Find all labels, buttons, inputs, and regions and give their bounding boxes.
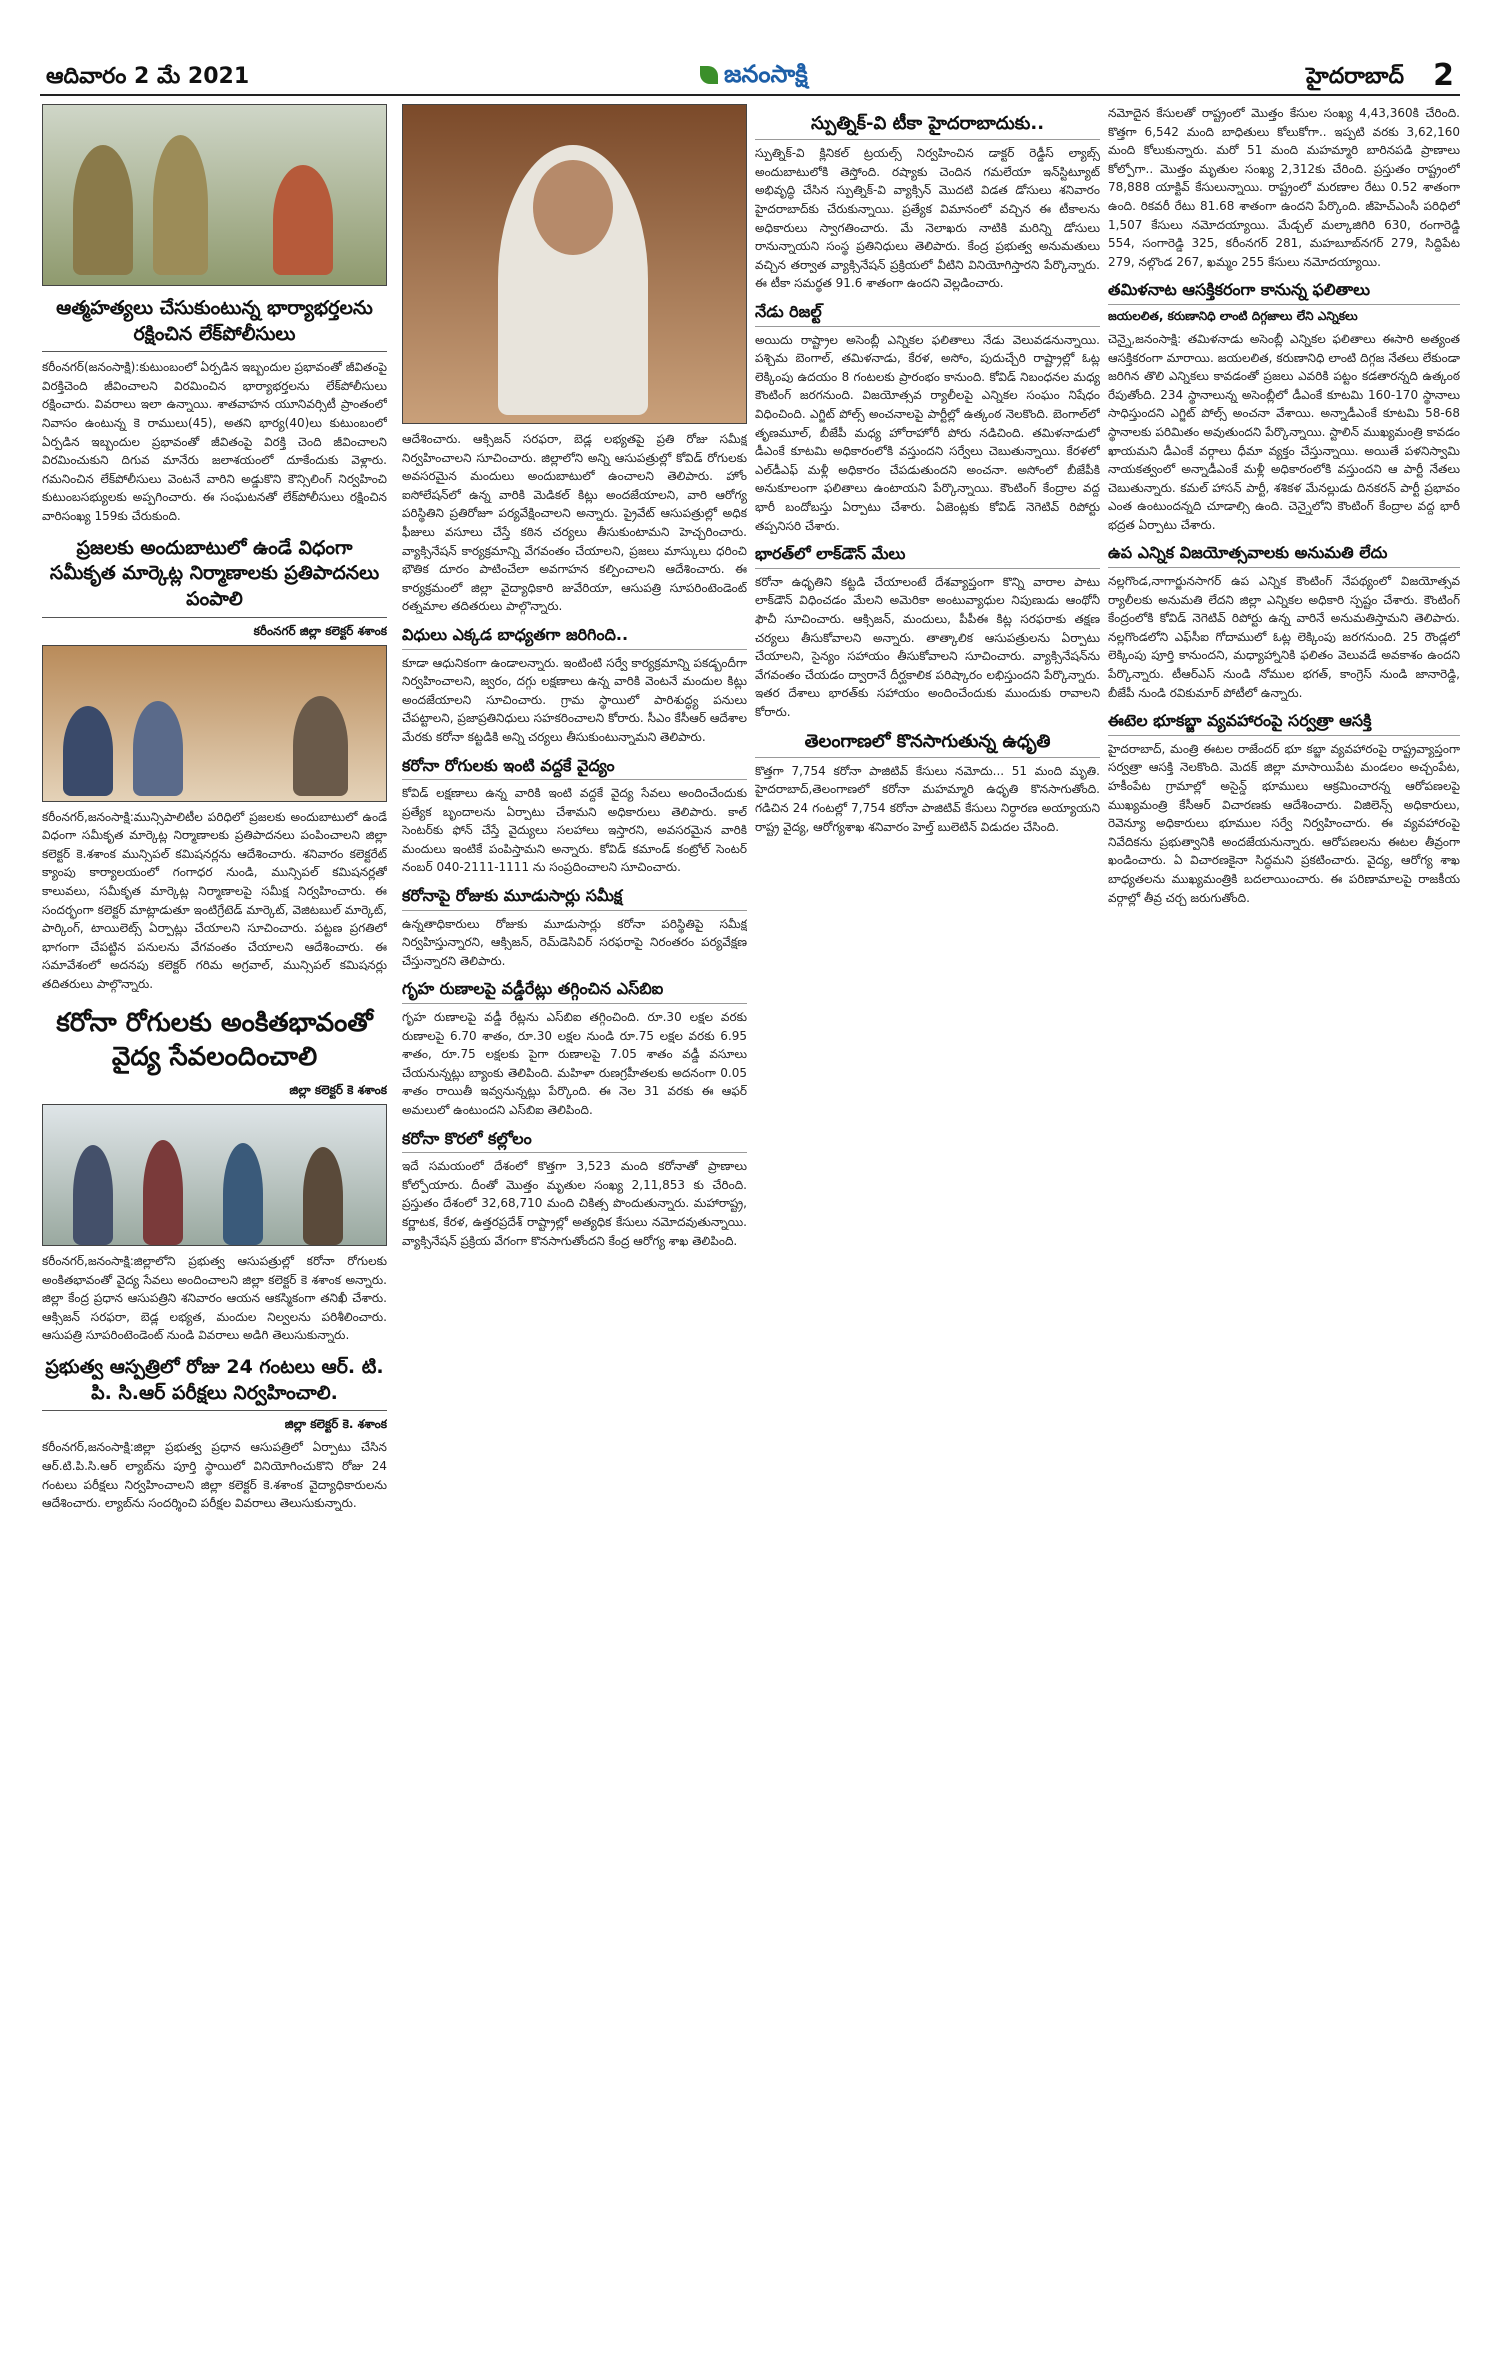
headline-sbi: గృహ రుణాలపై వడ్డీరేట్లు తగ్గించిన ఎస్‌బిఐ <box>402 978 747 1004</box>
masthead <box>40 60 1460 96</box>
hospital-visit-photo <box>42 1104 387 1246</box>
headline-rtpcr: ప్రభుత్వ ఆస్పత్రిలో రోజు 24 గంటలు ఆర్. టి. పి. సి.ఆర్ పరీక్షలు నిర్వహించాలి. <box>42 1355 387 1411</box>
article-body: కరోనా ఉధృతిని కట్టడి చేయాలంటే దేశవ్యాప్తంగా కొన్ని వారాల పాటు లాక్‌డౌన్ విధించడం మేలని అమెరికా అంటువ్యాధుల నిపుణుడు ఆంథోనీ ఫౌచీ సూచించారు. ఆక్సిజన్, మందులు, పీపీఈ కిట్ల సరఫరాకు తక్షణ చర్యలు తీసుకోవాలని అన్నారు. తాత్కాలిక ఆసుపత్రులను ఏర్పాటు చేయాలని, సైన్యం సహాయం తీసుకోవాలని సూచించారు. వ్యాక్సినేషన్‌ను వేగవంతం చేయడం ద్వారానే దీర్ఘకాలిక పరిష్కారం లభిస్తుందని పేర్కొన్నారు. ఇతర దేశాలు భారత్‌కు సహాయం అందించేందుకు ముందుకు రావాలని కోరారు. <box>755 574 1100 719</box>
leaf-icon <box>700 66 718 84</box>
logo-text: జనంసాక్షి <box>724 60 808 88</box>
headline-lockdown: భారత్‌లో లాక్‌డౌన్ మేలు <box>755 543 1100 569</box>
edition-city: హైదరాబాద్ <box>1306 64 1404 89</box>
headline-corona-deaths: కరోనా కొరలో కల్లోలం <box>402 1128 747 1154</box>
article-body: కోవిడ్ లక్షణాలు ఉన్న వారికి ఇంటి వద్దకే వైద్య సేవలు అందించేందుకు ప్రత్యేక బృందాలను ఏర్పాటు చేశామని అధికారులు తెలిపారు. కాల్ సెంటర్‌కు ఫోన్ చేస్తే వైద్యులు సలహాలు ఇస్తారని, అవసరమైన వారికి మందులు ఇంటికే పంపిస్తామని అన్నారు. కోవిడ్ కమాండ్ కంట్రోల్ సెంటర్ నంబర్ 040-2111-1111 ను సంప్రదించాలని సూచించారు. <box>402 786 747 875</box>
police-photo <box>42 104 387 286</box>
column-1 <box>42 104 387 2334</box>
issue-date: ఆదివారం 2 మే 2021 <box>46 64 250 89</box>
article-body: స్పుత్నిక్-వి క్లినికల్ ట్రయల్స్ నిర్వహించిన డాక్టర్ రెడ్డీస్ ల్యాబ్స్ అందుబాటులోకి తెస్తోంది. రష్యాకు చెందిన గమలేయా ఇన్‌స్టిట్యూట్ అభివృద్ధి చేసిన స్పుత్నిక్-వి వ్యాక్సిన్ మొదటి విడత డోసులు శనివారం హైదరాబాద్‌కు చేరుకున్నాయి. ప్రత్యేక విమానంలో వచ్చిన ఈ టీకాలను అధికారులు స్వాగతించారు. మే నెలాఖరు నాటికి మరిన్ని డోసులు రానున్నాయని సంస్థ ప్రతినిధులు తెలిపారు. కేంద్ర ప్రభుత్వ అనుమతులు వచ్చిన తర్వాత వ్యాక్సినేషన్ ప్రక్రియలో వీటిని వినియోగిస్తారని పేర్కొన్నారు. ఈ టీకా సమర్థత 91.6 శాతంగా ఉందని వెల్లడించారు. <box>755 146 1100 291</box>
article-body: హైదరాబాద్, మంత్రి ఈటల రాజేందర్ భూ కబ్జా వ్యవహారంపై రాష్ట్రవ్యాప్తంగా సర్వత్రా ఆసక్తి నెలకొంది. మెదక్ జిల్లా మాసాయిపేట మండలం అచ్చంపేట, హకీంపేట గ్రామాల్లో అసైన్డ్ భూములు ఆక్రమించారన్న ఆరోపణలపై ముఖ్యమంత్రి కేసీఆర్ విచారణకు ఆదేశించారు. విజిలెన్స్ అధికారులు, రెవెన్యూ అధికారులు భూముల సర్వే నిర్వహించారు. ఈ వ్యవహారంపై నివేదికను ప్రభుత్వానికి అందజేయనున్నారు. ఆరోపణలను ఈటల తీవ్రంగా ఖండించారు. ఏ విచారణకైనా సిద్ధమని ప్రకటించారు. వైద్య, ఆరోగ్య శాఖ బాధ్యతలను ముఖ్యమంత్రికి బదలాయించారు. ఈ పరిణామాలపై రాజకీయ వర్గాల్లో తీవ్ర చర్చ జరుగుతోంది. <box>1108 741 1460 905</box>
dateline: జిల్లా కలెక్టర్ కె శశాంక <box>289 1083 387 1098</box>
article-body: గృహ రుణాలపై వడ్డీ రేట్లను ఎస్‌బిఐ తగ్గించింది. రూ.30 లక్షల వరకు రుణాలపై 6.70 శాతం, రూ.30 లక్షల నుండి రూ.75 లక్షల వరకు 6.95 శాతం, రూ.75 లక్షలకు పైగా రుణాలపై 7.05 శాతం వడ్డీ వసూలు చేయనున్నట్లు బ్యాంకు తెలిపింది. మహిళా రుణగ్రహీతలకు అదనంగా 0.05 శాతం రాయితీ ఇవ్వనున్నట్లు పేర్కొంది. ఈ నెల 31 వరకు ఈ ఆఫర్ అమలులో ఉంటుందని ఎస్‌బిఐ తెలిపింది. <box>402 1010 747 1117</box>
page-number: 2 <box>1433 58 1454 93</box>
article-body: అయిదు రాష్ట్రాల అసెంబ్లీ ఎన్నికల ఫలితాలు నేడు వెలువడనున్నాయి. పశ్చిమ బెంగాల్, తమిళనాడు, కేరళ, అసోం, పుదుచ్చేరి రాష్ట్రాల్లో ఓట్ల లెక్కింపు ఉదయం 8 గంటలకు ప్రారంభం కానుంది. కోవిడ్ నిబంధనల మధ్య కౌంటింగ్ జరగనుంది. విజయోత్సవ ర్యాలీలపై ఎన్నికల సంఘం నిషేధం విధించింది. ఎగ్జిట్ పోల్స్ అంచనాలపై పార్టీల్లో ఉత్కంఠ నెలకొంది. బెంగాల్‌లో తృణమూల్, బీజేపీ మధ్య హోరాహోరీ పోరు నడిచింది. తమిళనాడులో డీఎంకే కూటమి అధికారంలోకి వస్తుందని సర్వేలు చెబుతున్నాయి. కేరళలో ఎల్‌డీఎఫ్ మళ్లీ అధికారం చేపడుతుందని అంచనా. అసోంలో బీజేపీకి అనుకూలంగా ఫలితాలు ఉంటాయని పేర్కొన్నాయి. కౌంటింగ్ కేంద్రాల వద్ద భారీ బందోబస్తు ఏర్పాటు చేశారు. ఏజెంట్లకు కోవిడ్ నెగెటివ్ రిపోర్టు తప్పనిసరి చేశారు. <box>755 332 1100 533</box>
headline-sputnik: స్పుత్నిక్-వి టీకా హైదరాబాదుకు.. <box>755 112 1100 140</box>
headline-results: నేడు రిజల్ట్ <box>755 301 1100 327</box>
article-body: కరీంనగర్,జనంసాక్షి:జిల్లాలోని ప్రభుత్వ ఆసుపత్రుల్లో కరోనా రోగులకు అంకితభావంతో వైద్య సేవలు అందించాలని జిల్లా కలెక్టర్ కె శశాంక అన్నారు. జిల్లా కేంద్ర ప్రధాన ఆసుపత్రిని శనివారం ఆయన ఆకస్మికంగా తనిఖీ చేశారు. ఆక్సిజన్ సరఫరా, బెడ్ల లభ్యత, మందుల నిల్వలను పరిశీలించారు. ఆసుపత్రి సూపరింటెండెంట్ నుండి వివరాలు అడిగి తెలుసుకున్నారు. <box>42 1254 387 1343</box>
headline-by-election: ఉప ఎన్నిక విజయోత్సవాలకు అనుమతి లేదు <box>1108 542 1460 568</box>
headline-markets: ప్రజలకు అందుబాటులో ఉండే విధంగా సమీకృత మార్కెట్ల నిర్మాణాలకు ప్రతిపాదనలు పంపాలి <box>42 536 387 618</box>
headline-telangana: తెలంగాణలో కొనసాగుతున్న ఉధృతి <box>755 730 1100 758</box>
column-2 <box>402 104 747 2334</box>
headline-duties: విధులు ఎక్కడ బాధ్యతగా జరిగింది.. <box>402 624 747 650</box>
headline-corona-care: కరోనా రోగులకు అంకితభావంతో వైద్య సేవలందించాలి <box>56 1008 373 1073</box>
article-body: ఆదేశించారు. ఆక్సిజన్ సరఫరా, బెడ్ల లభ్యతపై ప్రతి రోజు సమీక్ష నిర్వహించాలని సూచించారు. జిల్లాలోని అన్ని ఆసుపత్రుల్లో కోవిడ్ రోగులకు అవసరమైన మందులు అందుబాటులో ఉంచాలని తెలిపారు. హోం ఐసోలేషన్‌లో ఉన్న వారికి మెడికల్ కిట్లు అందజేయాలని, వారి ఆరోగ్య పరిస్థితిని ప్రతిరోజూ పర్యవేక్షించాలని అన్నారు. ప్రైవేట్ ఆసుపత్రుల్లో అధిక ఫీజులు వసూలు చేస్తే కఠిన చర్యలు తీసుకుంటామని హెచ్చరించారు. వ్యాక్సినేషన్ కార్యక్రమాన్ని వేగవంతం చేయాలని, ప్రజలు మాస్కులు ధరించి భౌతిక దూరం పాటించేలా అవగాహన కల్పించాలని ఆదేశించారు. ఈ కార్యక్రమంలో జిల్లా వైద్యాధికారి జువేరియా, ఆసుపత్రి సూపరింటెండెంట్ రత్నమాల తదితరులు పాల్గొన్నారు. <box>402 432 747 614</box>
column-3 <box>755 104 1100 2334</box>
article-body: కరీంనగర్,జనంసాక్షి:జిల్లా ప్రభుత్వ ప్రధాన ఆసుపత్రిలో ఏర్పాటు చేసిన ఆర్.టి.పి.సి.ఆర్ ల్యాబ్‌ను పూర్తి స్థాయిలో వినియోగించుకొని రోజు 24 గంటలు పరీక్షలు నిర్వహించాలని జిల్లా కలెక్టర్ కె.శశాంక వైద్యాధికారులను ఆదేశించారు. ల్యాబ్‌ను సందర్శించి పరీక్షల వివరాలు తెలుసుకున్నారు. <box>42 1440 387 1511</box>
headline-eatala: ఈటెల భూకబ్జా వ్యవహారంపై సర్వత్రా ఆసక్తి <box>1108 710 1460 736</box>
headline-tamilnadu: తమిళనాట ఆసక్తికరంగా కానున్న ఫలితాలు <box>1108 279 1460 305</box>
article-body: నమోదైన కేసులతో రాష్ట్రంలో మొత్తం కేసుల సంఖ్య 4,43,360కి చేరింది. కొత్తగా 6,542 మంది బాధితులు కోలుకోగా.. ఇప్పటి వరకు 3,62,160 మంది కోలుకున్నారు. మరో 51 మంది మహమ్మారి బారినపడి ప్రాణాలు కోల్పోగా.. మొత్తం మృతుల సంఖ్య 2,312కు చేరింది. ప్రస్తుతం రాష్ట్రంలో 78,888 యాక్టివ్ కేసులున్నాయి. రాష్ట్రంలో మరణాల రేటు 0.52 శాతంగా ఉంది. రికవరీ రేటు 81.68 శాతంగా ఉందని పేర్కొంది. జీహెచ్‌ఎంసీ పరిధిలో 1,507 కేసులు నమోదయ్యాయి. మేడ్చల్ మల్కాజిగిరి 630, రంగారెడ్డి 554, సంగారెడ్డి 325, కరీంనగర్ 281, మహబూబ్‌నగర్ 279, సిద్దిపేట 279, నల్గొండ 267, ఖమ్మం 255 కేసులు నమోదయ్యాయి. <box>1108 106 1460 269</box>
official-portrait-photo <box>402 104 747 424</box>
article-body: నల్లగొండ,నాగార్జునసాగర్ ఉప ఎన్నిక కౌంటింగ్ నేపథ్యంలో విజయోత్సవ ర్యాలీలకు అనుమతి లేదని జిల్లా ఎన్నికల అధికారి స్పష్టం చేశారు. కౌంటింగ్ కేంద్రంలోకి కోవిడ్ నెగెటివ్ రిపోర్టు ఉన్న వారినే అనుమతిస్తామని తెలిపారు. నల్లగొండలోని ఎఫ్‌సీఐ గోదాములో ఓట్ల లెక్కింపు జరగనుంది. 25 రౌండ్లలో లెక్కింపు పూర్తి కానుందని, మధ్యాహ్నానికి ఫలితం వెలువడే అవకాశం ఉందని పేర్కొన్నారు. టీఆర్ఎస్ నుండి నోముల భగత్, కాంగ్రెస్ నుండి జానారెడ్డి, బీజేపీ నుండి రవికుమార్ పోటీలో ఉన్నారు. <box>1108 574 1460 700</box>
headline-home-care: కరోనా రోగులకు ఇంటి వద్దకే వైద్యం <box>402 755 747 781</box>
article-body: కరీంనగర్,జనంసాక్షి:మున్సిపాలిటీల పరిధిలో ప్రజలకు అందుబాటులో ఉండే విధంగా సమీకృత మార్కెట్ల నిర్మాణాలకు ప్రతిపాదనలు పంపించాలని జిల్లా కలెక్టర్ కె.శశాంక మున్సిపల్ కమిషనర్లను ఆదేశించారు. శనివారం కలెక్టరేట్ క్యాంపు కార్యాలయంలో గంగాధర నుండి, మున్సిపల్ కమిషనర్లతో కాలువలు, సమీకృత మార్కెట్ల నిర్మాణాలపై సమీక్ష నిర్వహించారు. ఈ సందర్భంగా కలెక్టర్ మాట్లాడుతూ ఇంటిగ్రేటెడ్ మార్కెట్, వెజిటబుల్ మార్కెట్, పార్కింగ్, టాయిలెట్స్ ఏర్పాట్లు చేయాలని సూచించారు. పట్టణ ప్రగతిలో భాగంగా చేపట్టిన పనులను వేగవంతం చేయాలని ఆదేశించారు. ఈ సమావేశంలో అదనపు కలెక్టర్ గరిమ అగ్రవాల్, మున్సిపల్ కమిషనర్లు తదితరులు పాల్గొన్నారు. <box>42 809 387 991</box>
dateline: జయలలిత, కరుణానిధి లాంటి దిగ్గజాలు లేని ఎన్నికలు <box>1108 308 1358 323</box>
article-body: కూడా ఆధునికంగా ఉండాలన్నారు. ఇంటింటి సర్వే కార్యక్రమాన్ని పకడ్బందీగా నిర్వహించాలని, జ్వరం, దగ్గు లక్షణాలు ఉన్న వారికి వెంటనే మందుల కిట్లు అందజేయాలని సూచించారు. గ్రామ స్థాయిలో పారిశుద్ధ్య పనులు చేపట్టాలని, ప్రజాప్రతినిధులు సహకరించాలని కోరారు. సీఎం కేసీఆర్ ఆదేశాల మేరకు కరోనా కట్టడికి అన్ని చర్యలు తీసుకుంటున్నామని తెలిపారు. <box>402 655 747 744</box>
article-body: ఉన్నతాధికారులు రోజుకు మూడుసార్లు కరోనా పరిస్థితిపై సమీక్ష నిర్వహిస్తున్నారని, ఆక్సిజన్, రెమ్‌డెసివిర్ సరఫరాపై నిరంతరం పర్యవేక్షణ చేస్తున్నారని తెలిపారు. <box>402 916 747 968</box>
headline-lake-police: ఆత్మహత్యలు చేసుకుంటున్న భార్యాభర్తలను రక్షించిన లేక్‌పోలీసులు <box>42 296 387 352</box>
article-body: చెన్నై,జనంసాక్షి: తమిళనాడు అసెంబ్లీ ఎన్నికల ఫలితాలు ఈసారి అత్యంత ఆసక్తికరంగా మారాయి. జయలలిత, కరుణానిధి లాంటి దిగ్గజ నేతలు లేకుండా జరిగిన తొలి ఎన్నికలు కావడంతో ప్రజలు ఎవరికి పట్టం కడతారన్నది ఉత్కంఠ రేపుతోంది. 234 స్థానాలున్న అసెంబ్లీలో డీఎంకే కూటమి 160-170 స్థానాలు సాధిస్తుందని ఎగ్జిట్ పోల్స్ అంచనా వేశాయి. అన్నాడీఎంకే కూటమి 58-68 స్థానాలకు పరిమితం అవుతుందని పేర్కొన్నాయి. స్టాలిన్ ముఖ్యమంత్రి కావడం ఖాయమని డీఎంకే వర్గాలు ధీమా వ్యక్తం చేస్తున్నాయి. అయితే పళనిస్వామి నాయకత్వంలో అన్నాడీఎంకే మళ్లీ అధికారంలోకి వస్తుందని ఆ పార్టీ నేతలు చెబుతున్నారు. కమల్ హాసన్ పార్టీ, శశికళ మేనల్లుడు దినకరన్ పార్టీ ప్రభావం ఎంత ఉంటుందన్నది చూడాల్సి ఉంది. చెన్నైలోని కౌంటింగ్ కేంద్రాల వద్ద భారీ భద్రత ఏర్పాటు చేశారు. <box>1108 331 1460 532</box>
article-body: కరీంనగర్(జనంసాక్షి):కుటుంబంలో ఏర్పడిన ఇబ్బందుల ప్రభావంతో జీవితంపై విరక్తిచెంది జీవించాలని విరమించిన భార్యాభర్తలను లేక్‌పోలీసులు రక్షించారు. వివరాలు ఇలా ఉన్నాయి. శాతవాహన యూనివర్సిటీ ప్రాంతంలో నివాసం ఉంటున్న కె రాములు(45), అతని భార్య(40)లు కుటుంబంలో ఏర్పడిన ఇబ్బందుల ప్రభావంతో జీవితంపై విరక్తి చెంది జీవించాలని విరమించుకుని దిగువ మానేరు జలాశయంలో దూకేందుకు వెళ్లారు. గమనించిన లేక్‌పోలీసులు వెంటనే వారిని అడ్డుకొని కౌన్సిలింగ్ నిర్వహించి కుటుంబసభ్యులకు అప్పగించారు. ఈ సంఘటనతో లేక్‌పోలీసులు రక్షించిన వారిసంఖ్య 159కు చేరుకుంది. <box>42 360 387 524</box>
article-body: కొత్తగా 7,754 కరోనా పాజిటివ్ కేసులు నమోదు... 51 మంది మృతి. హైదరాబాద్,తెలంగాణలో కరోనా మహమ్మారి ఉధృతి కొనసాగుతోంది. గడిచిన 24 గంటల్లో 7,754 కరోనా పాజిటివ్ కేసులు నిర్ధారణ అయ్యాయని రాష్ట్ర వైద్య, ఆరోగ్యశాఖ శనివారం హెల్త్ బులెటిన్ విడుదల చేసింది. <box>755 763 1100 834</box>
newspaper-logo <box>700 60 808 94</box>
column-4 <box>1108 104 1460 2334</box>
dateline: కరీంనగర్ జిల్లా కలెక్టర్ శశాంక <box>253 623 387 638</box>
headline-review: కరోనాపై రోజుకు మూడుసార్లు సమీక్ష <box>402 885 747 911</box>
meeting-photo <box>42 645 387 802</box>
article-body: ఇదే సమయంలో దేశంలో కొత్తగా 3,523 మంది కరోనాతో ప్రాణాలు కోల్పోయారు. దీంతో మొత్తం మృతుల సంఖ్య 2,11,853 కు చేరింది. ప్రస్తుతం దేశంలో 32,68,710 మంది చికిత్స పొందుతున్నారు. మహారాష్ట్ర, కర్ణాటక, కేరళ, ఉత్తరప్రదేశ్ రాష్ట్రాల్లో అత్యధిక కేసులు నమోదవుతున్నాయి. వ్యాక్సినేషన్ ప్రక్రియ వేగంగా కొనసాగుతోందని కేంద్ర ఆరోగ్య శాఖ తెలిపింది. <box>402 1159 747 1248</box>
dateline: జిల్లా కలెక్టర్ కె. శశాంక <box>284 1417 387 1432</box>
